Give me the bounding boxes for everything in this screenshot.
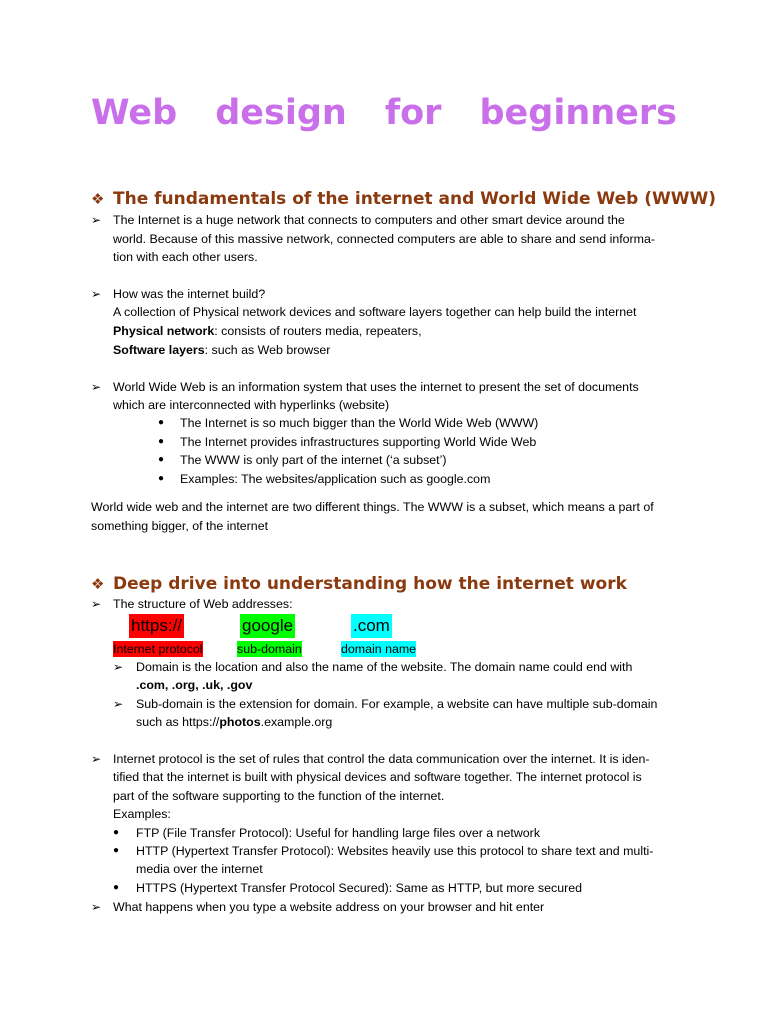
- arrowhead-bullet-icon: ➢: [90, 597, 102, 611]
- paragraph-line: A collection of Physical network devices and software layers together can help build the internet: [113, 305, 637, 319]
- arrowhead-bullet-icon: ➢: [90, 287, 102, 301]
- title-word: for: [384, 93, 442, 133]
- round-bullet-icon: ●: [158, 436, 165, 447]
- subdomain-example-line: [136, 713, 332, 732]
- example-bold: photos: [219, 715, 261, 729]
- url-subdomain-part: google: [240, 614, 295, 638]
- section-heading: [91, 188, 716, 210]
- title-word: beginners: [479, 93, 677, 133]
- paragraph-line: which are interconnected with hyperlinks (website): [113, 398, 390, 412]
- page-title: [91, 90, 677, 136]
- diamond-bullet-icon: ❖: [91, 575, 105, 593]
- url-domain-part: .com: [351, 614, 392, 638]
- arrowhead-bullet-icon: ➢: [112, 660, 124, 674]
- paragraph-line: world. Because of this massive network, connected computers are able to share and send informa-: [113, 232, 656, 246]
- list-item: Examples: The websites/application such as google.com: [180, 472, 491, 486]
- arrowhead-bullet-icon: ➢: [112, 697, 124, 711]
- paragraph-line: The structure of Web addresses:: [113, 597, 293, 611]
- title-word: design: [215, 93, 347, 133]
- physical-network-line: [113, 322, 422, 341]
- paragraph-line: World Wide Web is an information system that uses the internet to present the set of documents: [113, 380, 639, 394]
- term-definition: : consists of routers media, repeaters,: [214, 324, 422, 338]
- section-heading-text: Deep drive into understanding how the internet work: [113, 574, 627, 594]
- title-word: Web: [91, 93, 178, 133]
- round-bullet-icon: ●: [158, 417, 165, 428]
- domain-endings: .com, .org, .uk, .gov: [136, 678, 253, 692]
- round-bullet-icon: ●: [158, 454, 165, 465]
- section-heading-text: The fundamentals of the internet and World Wide Web (WWW): [113, 189, 717, 209]
- paragraph-line: part of the software supporting to the function of the internet.: [113, 789, 445, 803]
- paragraph-line: Sub-domain is the extension for domain. For example, a website can have multiple sub-domain: [136, 697, 658, 711]
- list-item: The Internet is so much bigger than the World Wide Web (WWW): [180, 416, 539, 430]
- paragraph-line: What happens when you type a website address on your browser and hit enter: [113, 900, 545, 914]
- example-suffix: .example.org: [260, 715, 333, 729]
- list-item: media over the internet: [136, 862, 263, 876]
- term-definition: : such as Web browser: [204, 343, 331, 357]
- paragraph-line: World wide web and the internet are two different things. The WWW is a subset, which means a part of: [91, 500, 654, 514]
- url-protocol-part: https://: [129, 614, 184, 638]
- url-subdomain-label: sub-domain: [237, 642, 302, 656]
- section-heading: [91, 573, 627, 595]
- round-bullet-icon: ●: [113, 845, 120, 856]
- url-protocol-label: Internet protocol: [113, 642, 203, 656]
- round-bullet-icon: ●: [158, 473, 165, 484]
- arrowhead-bullet-icon: ➢: [90, 900, 102, 914]
- list-item: The WWW is only part of the internet (‘a subset’): [180, 453, 447, 467]
- list-item: FTP (File Transfer Protocol): Useful for handling large files over a network: [136, 826, 541, 840]
- list-item: The Internet provides infrastructures supporting World Wide Web: [180, 435, 537, 449]
- arrowhead-bullet-icon: ➢: [90, 213, 102, 227]
- paragraph-line: How was the internet build?: [113, 287, 266, 301]
- round-bullet-icon: ●: [113, 882, 120, 893]
- arrowhead-bullet-icon: ➢: [90, 752, 102, 766]
- paragraph-line: tified that the internet is built with physical devices and software together. The internet protocol is: [113, 770, 642, 784]
- paragraph-line: The Internet is a huge network that connects to computers and other smart device around the: [113, 213, 625, 227]
- paragraph-line: Examples:: [113, 807, 171, 821]
- list-item: HTTP (Hypertext Transfer Protocol): Websites heavily use this protocol to share text and multi-: [136, 844, 654, 858]
- paragraph-line: Internet protocol is the set of rules that control the data communication over the internet. It is iden-: [113, 752, 650, 766]
- url-domain-label: domain name: [341, 642, 417, 656]
- list-item: HTTPS (Hypertext Transfer Protocol Secured): Same as HTTP, but more secured: [136, 881, 582, 895]
- paragraph-line: Domain is the location and also the name of the website. The domain name could end with: [136, 660, 633, 674]
- paragraph-line: tion with each other users.: [113, 250, 258, 264]
- arrowhead-bullet-icon: ➢: [90, 380, 102, 394]
- example-prefix: such as https://: [136, 715, 220, 729]
- bold-term: Software layers: [113, 343, 205, 357]
- round-bullet-icon: ●: [113, 827, 120, 838]
- bold-term: Physical network: [113, 324, 215, 338]
- paragraph-line: something bigger, of the internet: [91, 519, 269, 533]
- paragraph-line: [136, 676, 252, 695]
- diamond-bullet-icon: ❖: [91, 190, 105, 208]
- software-layers-line: [113, 341, 330, 360]
